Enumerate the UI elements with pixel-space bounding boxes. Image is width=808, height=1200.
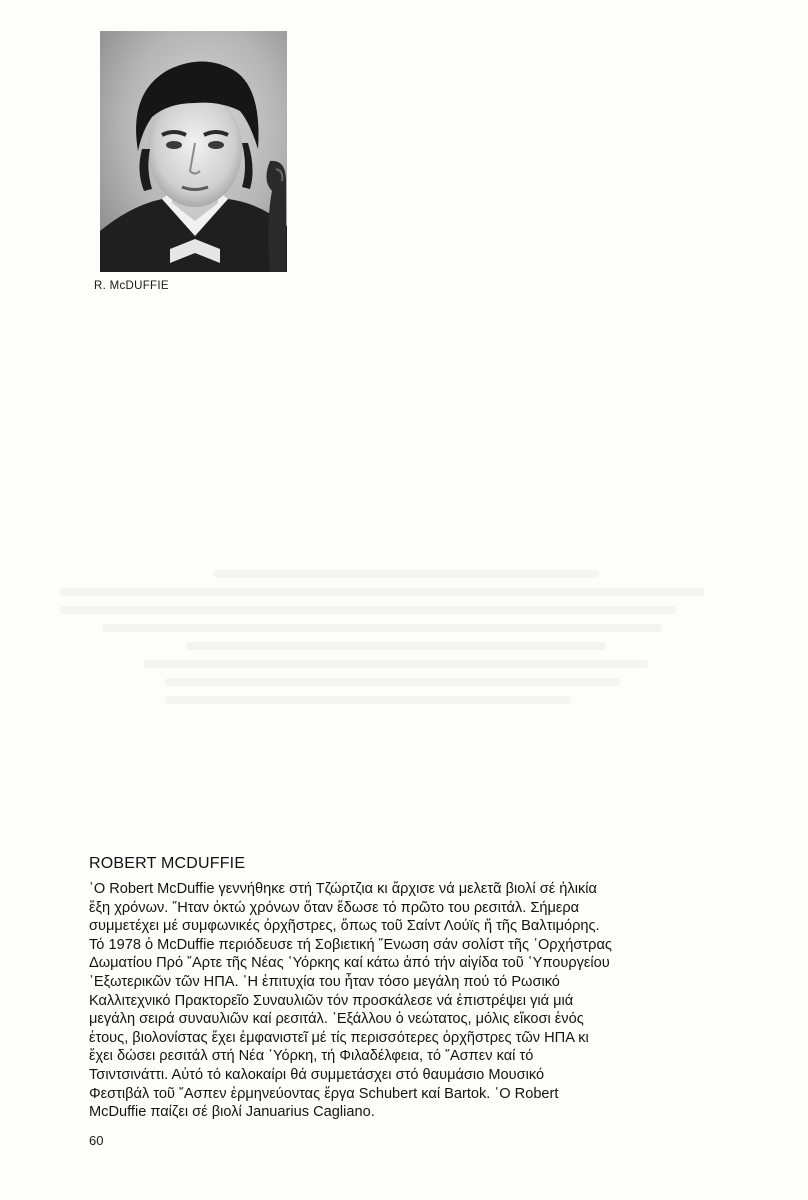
show-through-text xyxy=(60,560,760,860)
photo-caption: R. McDUFFIE xyxy=(94,280,169,292)
bio-line: συμμετέχει μέ συμφωνικές ὀρχῆστρες, ὅπως τοῦ Σαίντ Λούϊς ἤ τῆς Βαλτιμόρης. xyxy=(89,918,600,935)
bio-line: ἔχει δώσει ρεσιτάλ στή Νέα ῾Υόρκη, τή Φιλαδέλφεια, τό ῎Ασπεν καί τό xyxy=(89,1048,534,1065)
bio-line: ἐτους, βιολονίστας ἔχει ἐμφανιστεῖ μέ τίς περισσότερες ὀρχῆστρες τῶν ΗΠΑ κι xyxy=(89,1029,589,1046)
bio-line: Τσιντσινάττι. Αὐτό τό καλοκαίρι θά συμμετάσχει στό θαυμάσιο Μουσικό xyxy=(89,1066,545,1083)
section-title: ROBERT MCDUFFIE xyxy=(89,855,246,872)
portrait-photo xyxy=(100,31,287,272)
portrait-image xyxy=(100,31,287,272)
bio-line: ἕξη χρόνων. ῎Ηταν ὀκτώ χρόνων ὅταν ἔδωσε τό πρῶτο του ρεσιτάλ. Σήμερα xyxy=(89,899,580,916)
page-number: 60 xyxy=(89,1133,104,1148)
bio-line: Καλλιτεχνικό Πρακτορεῖο Συναυλιῶν τόν προσκάλεσε νά ἐπιστρέψει γιά μιά xyxy=(89,992,574,1009)
bio-line: ᾿Εξωτερικῶν τῶν ΗΠΑ. ῾Η ἐπιτυχία του ἦταν τόσο μεγάλη πού τό Ρωσικό xyxy=(89,973,560,990)
bio-line: Τό 1978 ὁ McDuffie περιόδευσε τή Σοβιετική ῞Ενωση σάν σολίστ τῆς ᾿Ορχήστρας xyxy=(89,936,612,953)
bio-line: Φεστιβάλ τοῦ ῎Ασπεν ἑρμηνεύοντας ἔργα Schubert καί Bartok. ῾Ο Robert xyxy=(89,1085,559,1102)
biography-text xyxy=(89,880,729,1122)
bio-line: μεγάλη σειρά συναυλιῶν καί ρεσιτάλ. ᾿Εξάλλου ὁ νεώτατος, μόλις εἴκοσι ἑνός xyxy=(89,1011,584,1028)
bio-line: McDuffie παίζει σέ βιολί Januarius Cagliano. xyxy=(89,1104,375,1121)
bio-line: Δωματίου Πρό ῎Αρτε τῆς Νέας ῾Υόρκης καί κάτω ἀπό τήν αἰγίδα τοῦ ῾Υπουργείου xyxy=(89,955,610,972)
bio-line: ῾Ο Robert McDuffie γεννήθηκε στή Τζώρτζια κι ἄρχισε νά μελετᾶ βιολί σέ ἡλικία xyxy=(89,881,597,897)
